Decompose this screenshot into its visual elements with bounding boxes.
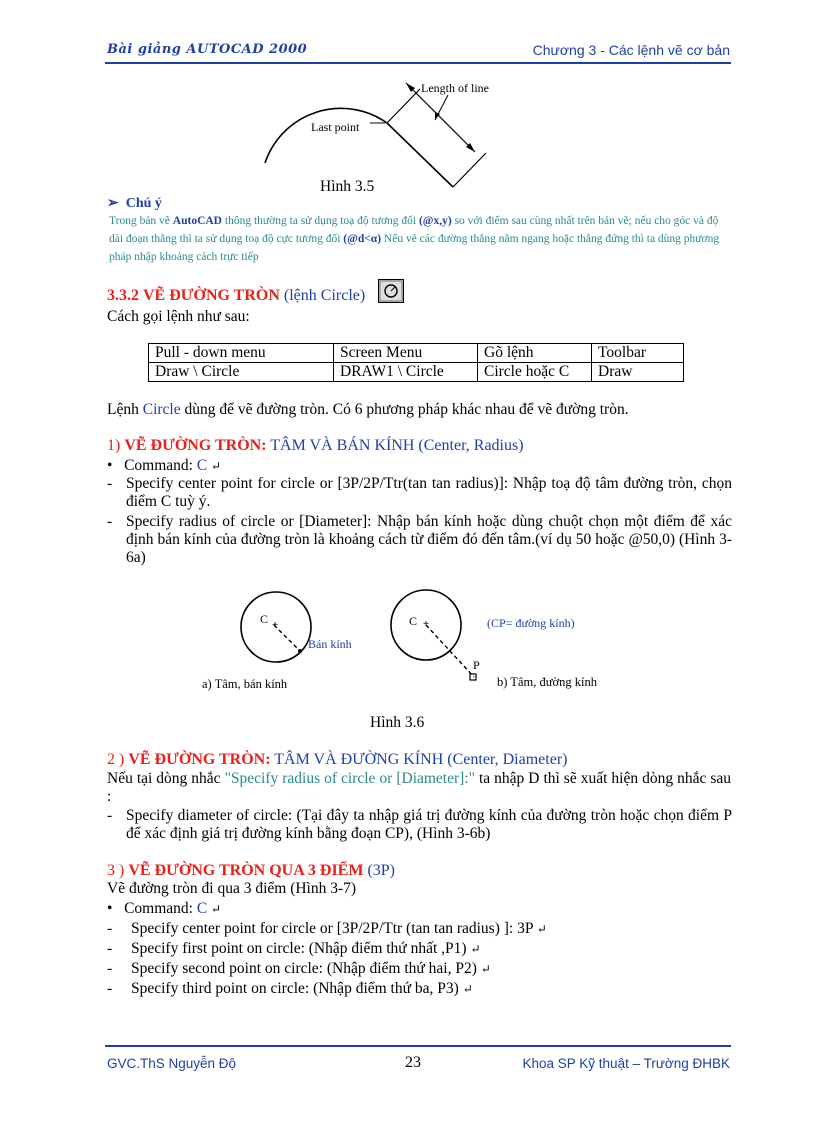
section-title: VẼ ĐƯỜNG TRÒN <box>143 287 280 304</box>
footer-rule <box>105 1045 731 1047</box>
method-3-line-1: Specify center point for circle or [3P/2P/Ttr (tan tan radius) ]: 3P ↵ <box>131 920 547 937</box>
footer-author: GVC.ThS Nguyễn Độ <box>107 1056 237 1071</box>
table-cell: DRAW1 \ Circle <box>334 363 478 382</box>
method-1-command: • Command: C ↵ <box>107 457 222 474</box>
method-3-line-2: Specify first point on circle: (Nhập điểm thứ nhất ,P1) ↵ <box>131 940 481 957</box>
label-cp: (CP= đường kính) <box>487 616 575 630</box>
table-row <box>149 363 684 382</box>
table-cell: Circle hoặc C <box>478 363 592 382</box>
command-description: Lệnh Circle dùng để vẽ đường tròn. Có 6 phương pháp khác nhau để vẽ đường tròn. <box>107 401 629 418</box>
diameter-line <box>426 625 474 677</box>
method-3-command: • Command: C ↵ <box>107 900 222 917</box>
footer-institution: Khoa SP Kỹ thuật – Trường ĐHBK <box>522 1056 730 1071</box>
extension-line-2 <box>453 153 486 187</box>
caption-b: b) Tâm, đường kính <box>497 675 597 689</box>
point-p-marker <box>470 674 476 680</box>
section-cmd: (lệnh Circle) <box>283 287 366 304</box>
radius-point <box>298 649 302 653</box>
method-3-intro: Vẽ đường tròn đi qua 3 điểm (Hình 3-7) <box>107 880 357 897</box>
label-length-of-line: Length of line <box>421 81 489 95</box>
center-mark-a: + <box>271 619 279 631</box>
section-number: 3.3.2 <box>107 287 139 304</box>
arrow-bullet-icon: ➢ <box>107 196 119 211</box>
enter-arrow-icon: ↵ <box>480 962 491 976</box>
method-3-line-3: Specify second point on circle: (Nhập điểm thứ hai, P2) ↵ <box>131 960 491 977</box>
figure-3-5-caption: Hình 3.5 <box>320 178 375 195</box>
note-title: Chú ý <box>125 196 162 211</box>
figure-3-5 <box>255 75 515 200</box>
header-rule <box>105 62 731 64</box>
table-cell: Toolbar <box>592 344 684 363</box>
center-mark-b: + <box>422 618 430 630</box>
label-last-point: Last point <box>311 120 360 134</box>
method-1-line-2: Specify radius of circle or [Diameter]: Nhập bán kính hoặc dùng chuột chọn một điểm để xác định bán kính của đường tròn là khoảng cách từ điểm đó đến tâm.(ví dụ 50 hoặc @50,0) (Hình 3-6a) <box>126 513 732 566</box>
method-2-line-1: Specify diameter of circle: (Tại đây ta nhập giá trị đường kính của đường tròn hoặc chọn điểm P để xác định giá trị đường kính bằng đoạn CP), (Hình 3-6b) <box>126 807 732 842</box>
note-heading <box>107 195 162 212</box>
enter-arrow-icon: ↵ <box>211 459 222 473</box>
note-text: Trong bản vẽ AutoCAD thông thường ta sử dụng toạ độ tương đối (@x,y) so với điểm sau cùng nhất trên bản vẽ; nếu cho góc và độ dài đoạn thẳng thì ta sử dụng toạ độ cực tương đối (@d<α) Nếu vẽ các đường thẳng nằm ngang hoặc thẳng đứng thì ta dùng phương pháp nhập khoảng cách trực tiếp <box>109 215 720 263</box>
label-radius: Bán kính <box>308 637 352 651</box>
method-1-heading: 1) VẼ ĐƯỜNG TRÒN: TÂM VÀ BÁN KÍNH (Center, Radius) <box>107 437 524 454</box>
page-number: 23 <box>405 1054 421 1071</box>
figure-3-6-caption: Hình 3.6 <box>370 714 425 731</box>
enter-arrow-icon: ↵ <box>470 942 481 956</box>
figure-3-6 <box>190 585 630 695</box>
line-segment <box>387 123 453 187</box>
bullet-icon: • <box>107 900 113 917</box>
label-c-a: C <box>260 612 269 626</box>
table-cell: Gõ lệnh <box>478 344 592 363</box>
section-heading <box>107 287 365 305</box>
enter-arrow-icon: ↵ <box>536 922 547 936</box>
enter-arrow-icon: ↵ <box>211 902 222 916</box>
table-cell: Draw <box>592 363 684 382</box>
table-cell: Screen Menu <box>334 344 478 363</box>
label-c-b: C <box>409 614 418 628</box>
enter-arrow-icon: ↵ <box>462 982 473 996</box>
header-title: Bài giảng AUTOCAD 2000 <box>107 42 308 57</box>
table-header-row <box>149 344 684 363</box>
label-p: P <box>473 658 480 672</box>
table-cell: Pull - down menu <box>149 344 334 363</box>
command-table <box>148 343 684 382</box>
extension-line-1 <box>387 89 420 123</box>
bullet-icon: • <box>107 457 113 474</box>
section-intro: Cách gọi lệnh như sau: <box>107 308 250 325</box>
method-3-line-4: Specify third point on circle: (Nhập điểm thứ ba, P3) ↵ <box>131 980 473 997</box>
circle-tool-icon <box>378 279 404 303</box>
table-cell: Draw \ Circle <box>149 363 334 382</box>
arc-shape <box>265 108 387 163</box>
method-2-heading: 2 ) VẼ ĐƯỜNG TRÒN: TÂM VÀ ĐƯỜNG KÍNH (Center, Diameter) <box>107 751 568 768</box>
method-1-line-1: Specify center point for circle or [3P/2P/Ttr(tan tan radius)]: Nhập toạ độ tâm đường tròn, chọn điểm C tuỳ ý. <box>126 475 732 510</box>
caption-a: a) Tâm, bán kính <box>202 677 288 691</box>
method-2-text: Nếu tại dòng nhắc "Specify radius of circle or [Diameter]:" ta nhập D thì sẽ xuất hiện dòng nhắc sau : <box>107 770 731 805</box>
method-3-heading: 3 ) VẼ ĐƯỜNG TRÒN QUA 3 ĐIỂM (3P) <box>107 862 396 879</box>
header-chapter: Chương 3 - Các lệnh vẽ cơ bản <box>532 42 730 58</box>
